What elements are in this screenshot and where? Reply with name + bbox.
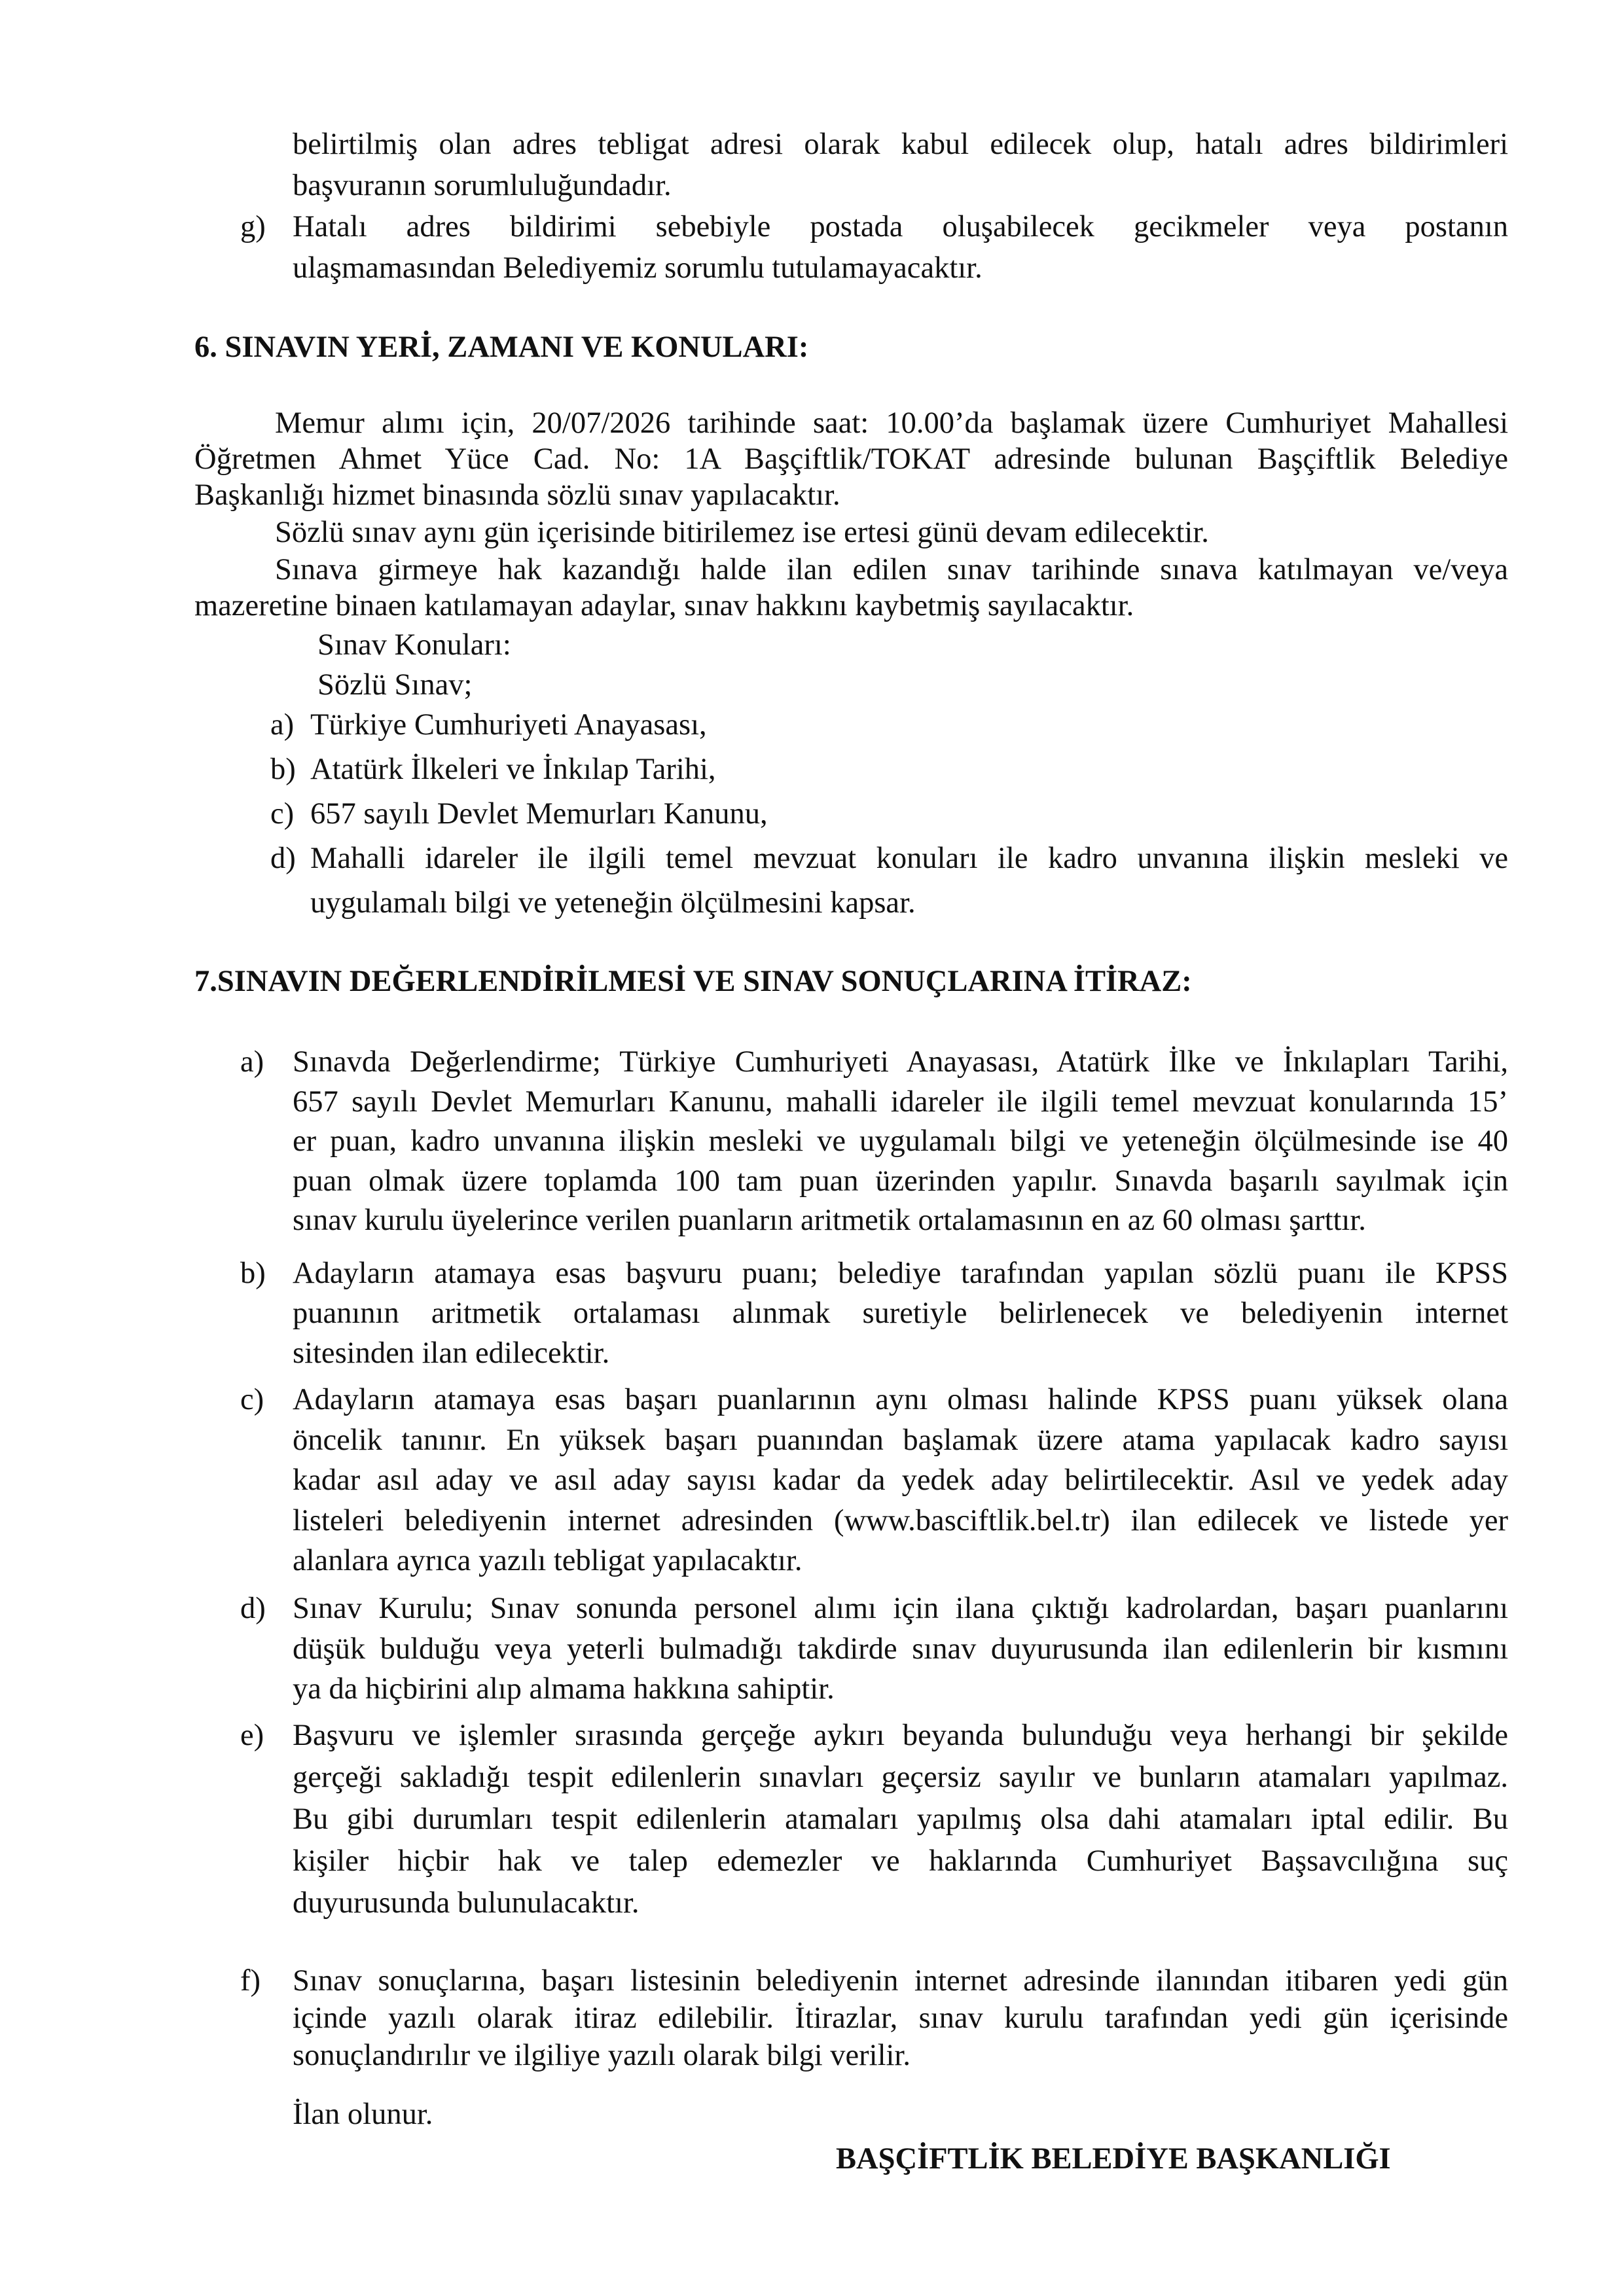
sec7-item-c-line-5: alanlara ayrıca yazılı tebligat yapılacaktır.	[293, 1544, 803, 1577]
item-g-label: g)	[240, 210, 266, 243]
topic-c-text: 657 sayılı Devlet Memurları Kanunu,	[310, 797, 768, 831]
sec7-item-b-line-2: puanının aritmetik ortalaması alınmak suretiyle belirlenecek ve belediyenin internet	[293, 1297, 1508, 1330]
sec6-para1-line-3: Başkanlığı hizmet binasında sözlü sınav yapılacaktır.	[194, 478, 840, 512]
item-g-line-1: Hatalı adres bildirimi sebebiyle postada oluşabilecek gecikmeler veya postanın	[293, 210, 1508, 243]
sec7-item-e-label: e)	[240, 1719, 264, 1752]
sec7-item-d-line-3: ya da hiçbirini alıp almama hakkına sahiptir.	[293, 1672, 835, 1706]
topic-b-label: b)	[270, 753, 296, 786]
sec7-item-e-line-2: gerçeği sakladığı tespit edilenlerin sınavları geçersiz sayılır ve bunların atamaları yapılmaz.	[293, 1761, 1508, 1794]
exam-topics-title: Sınav Konuları:	[317, 628, 511, 662]
sec7-item-f-line-2: içinde yazılı olarak itiraz edilebilir. İtirazlar, sınav kurulu tarafından yedi gün içerisinde	[293, 2001, 1508, 2035]
sec7-item-a-line-2: 657 sayılı Devlet Memurları Kanunu, mahalli idareler ile ilgili temel mevzuat konularında 15’	[293, 1085, 1508, 1119]
sec6-para3-line-2: mazeretine binaen katılamayan adaylar, sınav hakkını kaybetmiş sayılacaktır.	[194, 589, 1134, 622]
item-f-continuation-line-1: belirtilmiş olan adres tebligat adresi olarak kabul edilecek olup, hatalı adres bildirimleri	[293, 128, 1508, 161]
section-7-heading: 7.SINAVIN DEĞERLENDİRİLMESİ VE SINAV SONUÇLARINA İTİRAZ:	[194, 965, 1192, 998]
signature-authority: BAŞÇİFTLİK BELEDİYE BAŞKANLIĞI	[836, 2142, 1391, 2176]
section-6-heading: 6. SINAVIN YERİ, ZAMANI VE KONULARI:	[194, 331, 809, 364]
sec6-para1-line-2: Öğretmen Ahmet Yüce Cad. No: 1A Başçiftlik/TOKAT adresinde bulunan Başçiftlik Belediye	[194, 442, 1508, 476]
sec7-item-e-line-5: duyurusunda bulunulacaktır.	[293, 1886, 640, 1920]
sec7-item-a-label: a)	[240, 1045, 264, 1079]
item-f-continuation-line-2: başvuranın sorumluluğundadır.	[293, 169, 672, 202]
sec7-item-f-line-3: sonuçlandırılır ve ilgiliye yazılı olarak bilgi verilir.	[293, 2039, 911, 2072]
topic-d-label: d)	[270, 842, 296, 875]
sec7-item-b-label: b)	[240, 1257, 266, 1290]
sec7-item-c-line-1: Adayların atamaya esas başarı puanlarının aynı olması halinde KPSS puanı yüksek olana	[293, 1383, 1508, 1416]
sec7-item-c-line-2: öncelik tanınır. En yüksek başarı puanından başlamak üzere atama yapılacak kadro sayısı	[293, 1424, 1508, 1457]
sec7-item-e-line-1: Başvuru ve işlemler sırasında gerçeğe aykırı beyanda bulunduğu veya herhangi bir şekilde	[293, 1719, 1508, 1752]
topic-a-text: Türkiye Cumhuriyeti Anayasası,	[310, 708, 707, 742]
sec6-para1-line-1: Memur alımı için, 20/07/2026 tarihinde saat: 10.00’da başlamak üzere Cumhuriyet Mahallesi	[275, 406, 1508, 440]
sec6-para2: Sözlü sınav aynı gün içerisinde bitirilemez ise ertesi günü devam edilecektir.	[275, 516, 1209, 549]
sec7-item-e-line-4: kişiler hiçbir hak ve talep edemezler ve haklarında Cumhuriyet Başsavcılığına suç	[293, 1844, 1508, 1878]
closing-text: İlan olunur.	[293, 2098, 433, 2131]
sec7-item-f-label: f)	[240, 1964, 261, 1998]
sec6-para3-line-1: Sınava girmeye hak kazandığı halde ilan edilen sınav tarihinde sınava katılmayan ve/veya	[275, 553, 1508, 586]
topic-c-label: c)	[270, 797, 295, 831]
item-g-line-2: ulaşmamasından Belediyemiz sorumlu tutulamayacaktır.	[293, 251, 983, 285]
sec7-item-c-line-4: listeleri belediyenin internet adresinden (www.basciftlik.bel.tr) ilan edilecek ve listede yer	[293, 1504, 1508, 1537]
sec7-item-c-label: c)	[240, 1383, 264, 1416]
topic-b-text: Atatürk İlkeleri ve İnkılap Tarihi,	[310, 753, 716, 786]
sec7-item-a-line-3: er puan, kadro unvanına ilişkin mesleki ve uygulamalı bilgi ve yeteneğin ölçülmesinde ise 40	[293, 1124, 1508, 1158]
sec7-item-a-line-1: Sınavda Değerlendirme; Türkiye Cumhuriyeti Anayasası, Atatürk İlke ve İnkılapları Tarihi,	[293, 1045, 1508, 1079]
sec7-item-a-line-4: puan olmak üzere toplamda 100 tam puan üzerinden yapılır. Sınavda başarılı sayılmak için	[293, 1164, 1508, 1198]
sec7-item-b-line-1: Adayların atamaya esas başvuru puanı; belediye tarafından yapılan sözlü puanı ile KPSS	[293, 1257, 1508, 1290]
sec7-item-e-line-3: Bu gibi durumları tespit edilenlerin atamaları yapılmış olsa dahi atamaları iptal edilir. Bu	[293, 1803, 1508, 1836]
sec7-item-d-line-2: düşük bulduğu veya yeterli bulmadığı takdirde sınav duyurusunda ilan edilenlerin bir kısmını	[293, 1632, 1508, 1666]
topic-a-label: a)	[270, 708, 295, 742]
sec7-item-f-line-1: Sınav sonuçlarına, başarı listesinin belediyenin internet adresinde ilanından itibaren yedi gün	[293, 1964, 1508, 1998]
sec7-item-c-line-3: kadar asıl aday ve asıl aday sayısı kadar da yedek aday belirtilecektir. Asıl ve yedek aday	[293, 1463, 1508, 1497]
topic-d-line-1: Mahalli idareler ile ilgili temel mevzuat konuları ile kadro unvanına ilişkin mesleki ve	[310, 842, 1508, 875]
sec7-item-d-line-1: Sınav Kurulu; Sınav sonunda personel alımı için ilana çıktığı kadrolardan, başarı puanlarını	[293, 1592, 1508, 1625]
topic-d-line-2: uygulamalı bilgi ve yeteneğin ölçülmesini kapsar.	[310, 886, 916, 920]
sec7-item-b-line-3: sitesinden ilan edilecektir.	[293, 1336, 610, 1370]
sec7-item-a-line-5: sınav kurulu üyelerince verilen puanların aritmetik ortalamasının en az 60 olması şarttır.	[293, 1204, 1366, 1237]
oral-exam-title: Sözlü Sınav;	[317, 668, 473, 702]
sec7-item-d-label: d)	[240, 1592, 266, 1625]
